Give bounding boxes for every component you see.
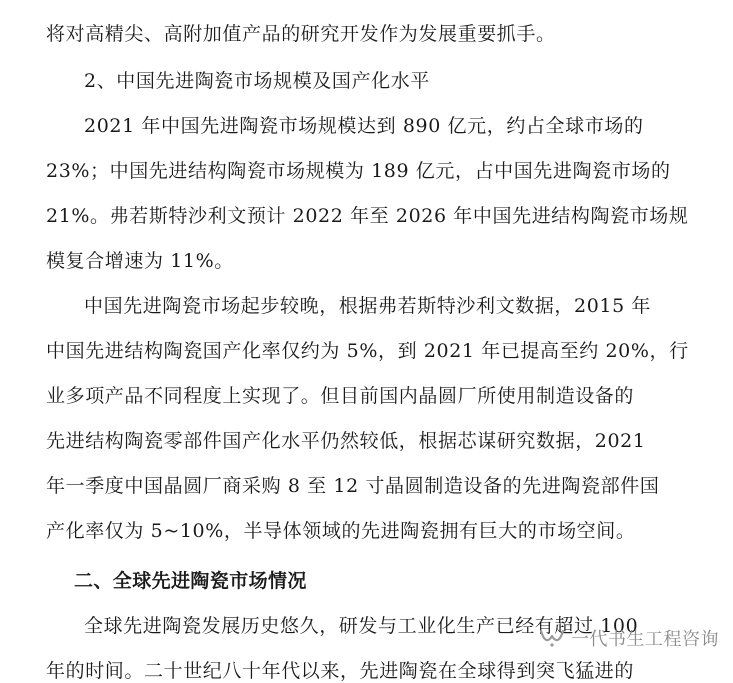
section-heading: 二、全球先进陶瓷市场情况 xyxy=(74,570,307,592)
paragraph-line: 将对高精尖、高附加值产品的研究开发作为发展重要抓手。 xyxy=(46,23,556,45)
paragraph-line: 年的时间。二十世纪八十年代以来，先进陶瓷在全球得到突飞猛进的 xyxy=(46,660,635,682)
paragraph-line: 全球先进陶瓷发展历史悠久，研发与工业化生产已经有超过 100 xyxy=(84,615,639,637)
paragraph-line: 年一季度中国晶圆厂商采购 8 至 12 寸晶圆制造设备的先进陶瓷部件国 xyxy=(46,475,660,497)
paragraph-line: 模复合增速为 11%。 xyxy=(46,250,234,272)
wechat-channel-icon xyxy=(539,627,565,649)
paragraph-line: 业多项产品不同程度上实现了。但目前国内晶圆厂所使用制造设备的 xyxy=(46,385,635,407)
paragraph-line: 2021 年中国先进陶瓷市场规模达到 890 亿元，约占全球市场的 xyxy=(84,115,644,137)
section-subheading: 2、中国先进陶瓷市场规模及国产化水平 xyxy=(84,70,430,92)
paragraph-line: 中国先进陶瓷市场起步较晚，根据弗若斯特沙利文数据，2015 年 xyxy=(84,295,651,317)
paragraph-line: 23%；中国先进结构陶瓷市场规模为 189 亿元，占中国先进陶瓷市场的 xyxy=(46,160,671,182)
paragraph-line: 中国先进结构陶瓷国产化率仅约为 5%，到 2021 年已提高至约 20%，行 xyxy=(46,340,689,362)
paragraph-line: 21%。弗若斯特沙利文预计 2022 年至 2026 年中国先进结构陶瓷市场规 xyxy=(46,205,689,227)
paragraph-line: 先进结构陶瓷零部件国产化水平仍然较低，根据芯谋研究数据，2021 xyxy=(46,430,646,452)
watermark-text: 一代书生工程咨询 xyxy=(571,629,719,650)
paragraph-line: 产化率仅为 5~10%，半导体领域的先进陶瓷拥有巨大的市场空间。 xyxy=(46,520,636,542)
watermark xyxy=(539,620,719,656)
